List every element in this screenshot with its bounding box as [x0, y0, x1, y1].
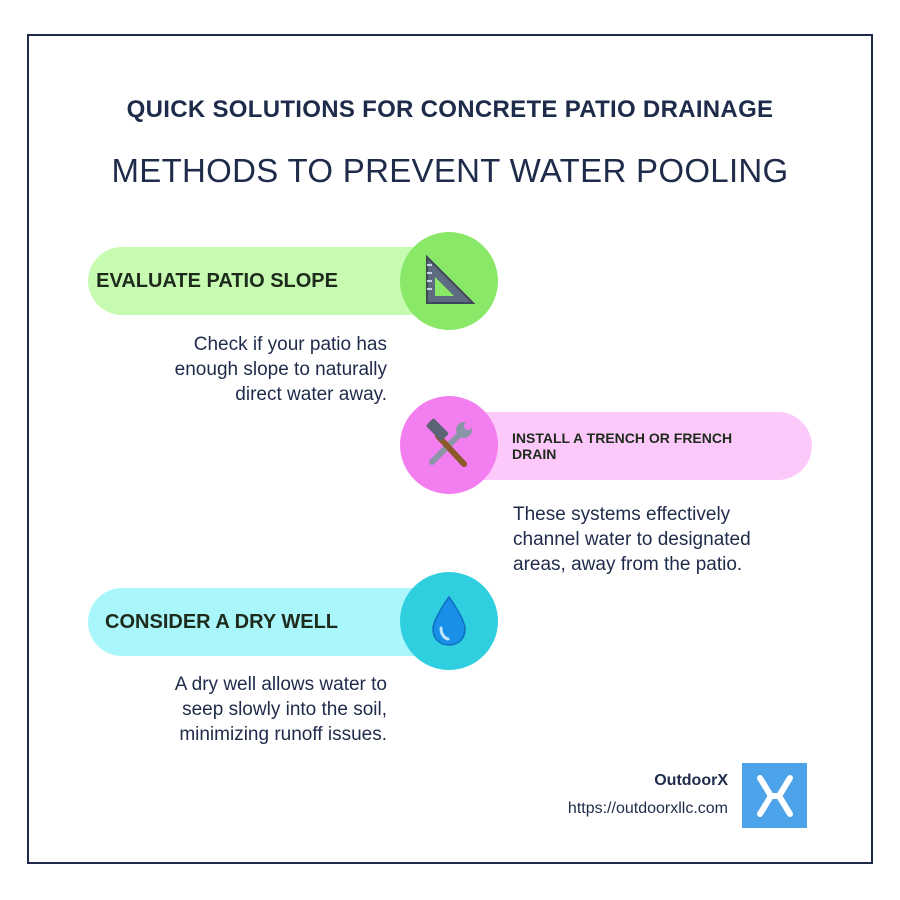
step-1-icon-circle — [400, 232, 498, 330]
step-3-title: CONSIDER A DRY WELL — [105, 610, 338, 633]
triangle-ruler-icon — [421, 253, 477, 309]
brand-name: OutdoorX — [654, 772, 728, 789]
step-2-icon-circle — [400, 396, 498, 494]
brand-logo — [742, 763, 807, 828]
step-2-title: INSTALL A TRENCH OR FRENCH DRAIN — [512, 430, 733, 462]
step-1-pill — [88, 247, 448, 315]
hammer-wrench-icon — [420, 416, 478, 474]
water-drop-icon — [429, 595, 469, 647]
step-3-description: A dry well allows water to seep slowly into the soil, minimizing runoff issues. — [174, 674, 387, 745]
x-logo-icon — [755, 774, 795, 818]
step-3-icon-circle — [400, 572, 498, 670]
step-1-title: EVALUATE PATIO SLOPE — [96, 269, 338, 292]
page-subtitle: METHODS TO PREVENT WATER POOLING — [111, 152, 789, 189]
step-3-pill — [88, 588, 448, 656]
brand-url-link[interactable]: https://outdoorxllc.com — [567, 800, 728, 817]
page-title: QUICK SOLUTIONS FOR CONCRETE PATIO DRAINAGE — [126, 96, 774, 123]
step-2-description: These systems effectively channel water to designated areas, away from the patio. — [513, 504, 751, 575]
step-1-description: Check if your patio has enough slope to naturally direct water away. — [174, 334, 387, 405]
